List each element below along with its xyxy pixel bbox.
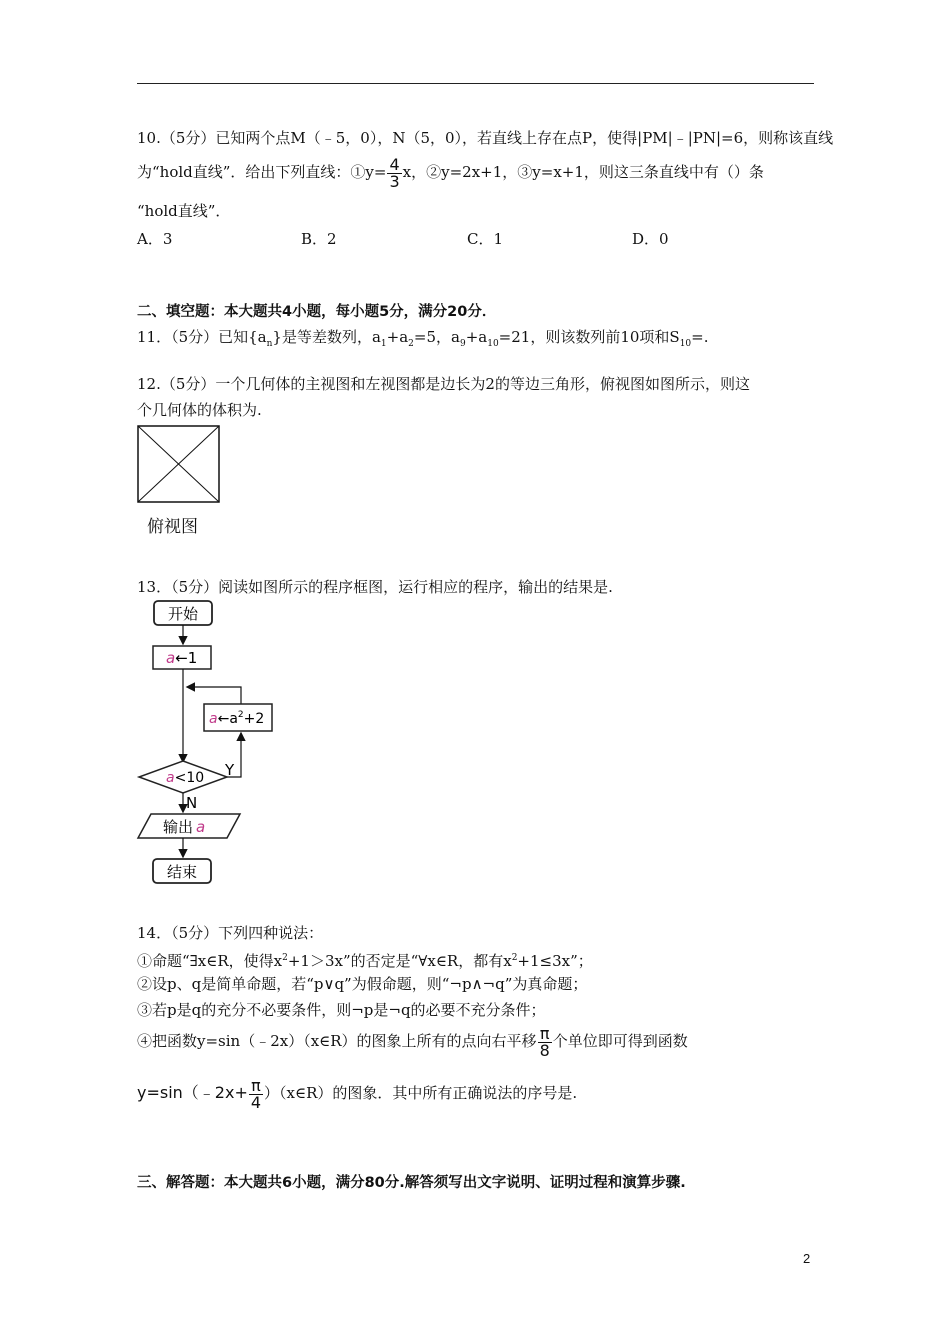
q14-s1-a: ①命题“∃x∈R，使得x: [137, 952, 283, 970]
q14-frac-pi8-num: π: [539, 1023, 550, 1043]
flow-init-text: a←1: [166, 649, 198, 667]
flow-end-text: 结束: [166, 863, 198, 881]
q10-line1: 10.（5分）已知两个点M（﹣5，0），N（5，0），若直线上存在点P，使得|PM|﹣|PN|=6，则称该直线: [137, 129, 834, 147]
flow-no-label: N: [186, 794, 198, 812]
q14-frac-pi4-num: π: [251, 1075, 261, 1095]
flow-output-text: 输出 a: [163, 818, 206, 836]
q12-line2: 个几何体的体积为.: [137, 401, 262, 419]
header-rule: [137, 83, 814, 84]
q10-frac-num: 4: [389, 154, 400, 174]
q11-t1: 11．（5分）已知{a: [137, 328, 267, 346]
q14-frac-pi4: [249, 1075, 263, 1112]
q14-frac-pi8: [538, 1023, 552, 1060]
top-view-figure: [136, 424, 222, 504]
q10-option-d: D．0: [632, 230, 669, 248]
q10-line2: [137, 155, 764, 190]
q11-text: [137, 327, 709, 354]
section2-heading: 二、填空题：本大题共4小题，每小题5分，满分20分．: [137, 304, 497, 320]
flow-loop-return: [188, 687, 241, 704]
flow-decision-text: a<10: [166, 770, 205, 786]
q11-t2: }是等差数列，a: [272, 328, 381, 346]
q14-frac-pi8-den: 8: [539, 1040, 550, 1060]
q14-line1: 14．（5分）下列四种说法：: [137, 924, 324, 942]
q14-frac-pi4-den: 4: [250, 1092, 262, 1112]
q10-option-b: B．2: [301, 230, 337, 248]
q14-statement2: ②设p、q是简单命题，若“p∨q”为假命题，则“¬p∧¬q”为真命题；: [137, 975, 588, 993]
q14-statement5: [137, 1073, 577, 1113]
flow-loop-text: $a\leftarrow a^2+2$: [209, 710, 265, 727]
q10-line2-b: x，②y=2x+1，③y=x+1，则这三条直线中有（）条: [402, 163, 764, 181]
q11-sub4: 9: [459, 339, 466, 349]
q10-frac-den: 3: [389, 171, 400, 191]
q11-sub2: 1: [380, 339, 387, 349]
q14-s1-sup2: 2: [511, 953, 518, 963]
q10-line3: “hold直线”．: [137, 202, 231, 220]
flow-yes-label: Y: [225, 761, 235, 779]
q11-t7: =.: [691, 328, 709, 346]
section3-heading: 三、解答题：本大题共6小题，满分80分.解答须写出文字说明、证明过程和演算步骤.: [137, 1175, 686, 1191]
q14-s4-a: ④把函数y=sin（﹣2x）（x∈R）的图象上所有的点向右平移: [137, 1032, 537, 1050]
q11-t6: =21，则该数列前10项和S: [498, 328, 680, 346]
q14-s4-b: 个单位即可得到函数: [552, 1032, 688, 1050]
q14-statement4: [137, 1022, 688, 1060]
q10-option-a: A．3: [137, 230, 173, 248]
q14-statement1: [137, 948, 593, 971]
q12-line1: 12.（5分）一个几何体的主视图和左视图都是边长为2的等边三角形，俯视图如图所示，则这: [137, 375, 750, 393]
q10-line2-a: 为“hold直线”．给出下列直线：①y=: [137, 163, 387, 181]
q13-line1: 13．（5分）阅读如图所示的程序框图，运行相应的程序，输出的结果是.: [137, 578, 613, 596]
q11-sub3: 2: [408, 339, 414, 349]
q10-fraction: [387, 154, 401, 191]
q11-t5: +a: [465, 328, 488, 346]
flowchart: [130, 595, 265, 890]
q14-s1-sup: 2: [282, 953, 288, 963]
q14-s5-a: y=sin（﹣2x+: [137, 1083, 248, 1102]
q11-t4: =5，a: [413, 328, 460, 346]
q14-s1-b: +1＞3x”的否定是“∀x∈R，都有x: [287, 952, 512, 970]
top-view-label: 俯视图: [147, 517, 198, 537]
q14-s5-b: ）（x∈R）的图象．其中所有正确说法的序号是.: [264, 1084, 578, 1102]
q11-sub1: n: [266, 339, 273, 349]
q10-option-c: C．1: [467, 230, 504, 248]
q11-sub5: 10: [487, 339, 499, 349]
q11-t3: +a: [386, 328, 409, 346]
q11-sub6: 10: [679, 339, 692, 349]
q14-statement3: ③若p是q的充分不必要条件，则¬p是¬q的必要不充分条件；: [137, 1001, 546, 1019]
flow-start-text: 开始: [167, 605, 199, 623]
page-number: 2: [803, 1251, 811, 1266]
q14-s1-c: +1≤3x”；: [517, 952, 593, 970]
